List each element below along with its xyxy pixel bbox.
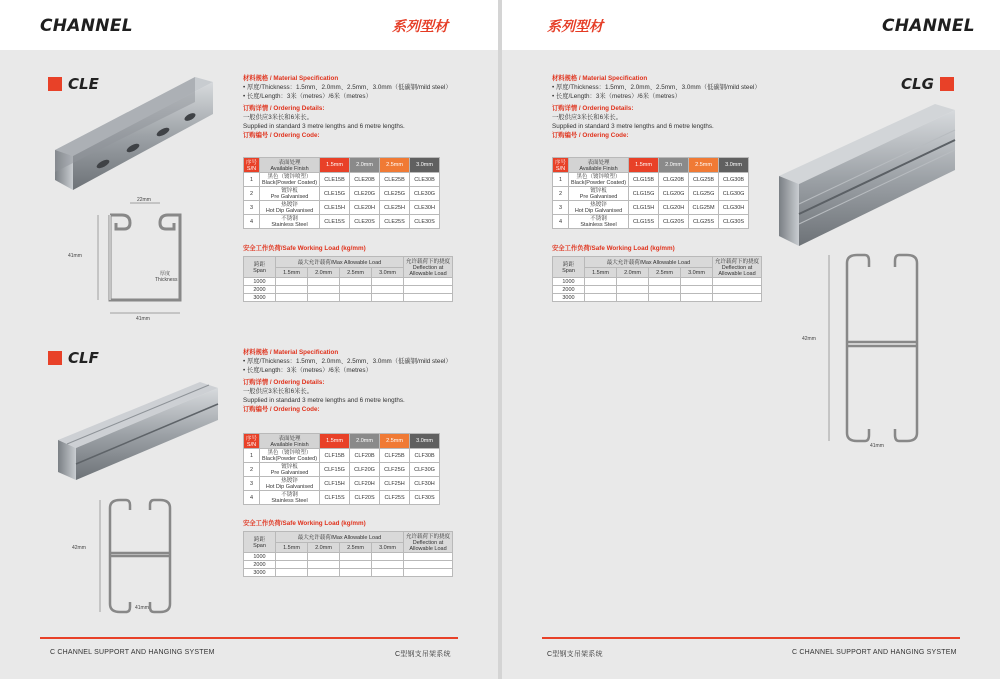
clf-safe-load-title: 安全工作负荷/Safe Working Load (kg/mm) (243, 520, 366, 527)
cle-order-table (243, 157, 440, 229)
left-page (0, 0, 498, 679)
red-square-marker (48, 351, 62, 365)
clg-channel-photo (775, 100, 965, 250)
clg-load-table: 跨距 Span 最大允许载荷/Max Allowable Load 允许载荷下的挠度 Deflection at Allowable Load 1.5mm 2.0mm 2.5mm 3.0mm 1000 2000 3000 (552, 256, 762, 302)
clf-dim-width: 41mm (135, 605, 149, 611)
cle-safe-load-title: 安全工作负荷/Safe Working Load (kg/mm) (243, 245, 366, 252)
table-row: 2000 (244, 561, 453, 569)
footer-right-cn: C型钢支吊架系统 (547, 651, 603, 658)
cle-spec-block (243, 74, 452, 140)
cle-thickness-en: Thickness (155, 277, 178, 283)
clf-load-table: 跨距 Span 最大允许载荷/Max Allowable Load 允许载荷下的挠度 Deflection at Allowable Load 1.5mm 2.0mm 2.5mm 3.0mm 1000 2000 3000 (243, 531, 453, 577)
table-row: 3000 (244, 569, 453, 577)
model-name: CLG (901, 75, 934, 93)
model-clg-heading (901, 75, 954, 93)
clf-channel-photo (50, 380, 220, 480)
table-row: 1 黑色（镀锌喷塑） Black(Powder Coated) CLE15B CLE20B CLE25B CLE30B (244, 173, 440, 187)
model-clf-heading (48, 349, 99, 367)
cle-dim-top: 22mm (137, 197, 151, 203)
brand-title-left: CHANNEL (40, 16, 133, 36)
cle-channel-photo (45, 72, 215, 192)
table-row: 4 不锈钢 Stainless Steel CLF15S CLF20S CLF25S CLF30S (244, 491, 440, 505)
spec-length: • 长度/Length：3米（metres）/6米（metres） (243, 93, 372, 100)
table-row: 4 不锈钢 Stainless Steel CLG15S CLG20S CLG25S CLG30S (553, 215, 749, 229)
spec-code: 订购编号 / Ordering Code: (243, 132, 320, 139)
th-t25: 2.5mm (380, 158, 410, 173)
table-row: 2 镀锌板 Pre Galvanised CLF15G CLF20G CLF25G CLF30G (244, 463, 440, 477)
th-sn: 序号 S/N (244, 158, 260, 173)
table-row: 3 热镀锌 Hot Dip Galvanised CLG15H CLG20H CLG25M CLG30H (553, 201, 749, 215)
clf-section-drawing (100, 496, 180, 616)
spec-supply-en: Supplied in standard 3 metre lengths and 6 metre lengths. (243, 123, 405, 130)
clg-order-table: 序号 S/N 表面处理 Available Finish 1.5mm 2.0mm 2.5mm 3.0mm 1 黑色（镀锌喷塑） Black(Powder Coated) CLG15B CLG20B CLG25B CLG30B 2 镀锌板 Pre Galvanised CLG15G CLG20G CLG25G CLG30G 3 热镀锌 Hot Dip Galvanised CLG15H CLG20H CLG25M CLG30H 4 不锈钢 Stainless Steel CLG15S CLG20S CLG25S CLG30S (552, 157, 749, 229)
series-title-left: 系列型材 (392, 19, 448, 35)
cle-dim-width: 41mm (136, 316, 150, 322)
spec-material: 材料规格 / Material (243, 75, 298, 82)
table-row: 3 热镀锌 Hot Dip Galvanised CLF15H CLF20H CLF25H CLF30H (244, 477, 440, 491)
table-row: 1 黑色（镀锌喷塑） Black(Powder Coated) CLG15B CLG20B CLG25B CLG30B (553, 173, 749, 187)
th-t30: 3.0mm (410, 158, 440, 173)
footer-rule-right (542, 637, 960, 639)
clf-order-table: 序号 S/N 表面处理 Available Finish 1.5mm 2.0mm 2.5mm 3.0mm 1 黑色（镀锌喷塑） Black(Powder Coated) CLF15B CLF20B CLF25B CLF30B 2 镀锌板 Pre Galvanised CLF15G CLF20G CLF25G CLF30G 3 热镀锌 Hot Dip Galvanised CLF15H CLF20H CLF25H CLF30H 4 不锈钢 Stainless Steel CLF15S CLF20S CLF25S CLF30S (243, 433, 440, 505)
clg-dim-width: 41mm (870, 443, 884, 449)
spec-ordering: 订购详情 / Ordering Details: (243, 105, 325, 112)
th-t20: 2.0mm (350, 158, 380, 173)
red-square-marker (940, 77, 954, 91)
cle-thickness-cn: 厚度 (160, 271, 171, 277)
footer-left-cn: C型钢支吊架系统 (395, 651, 451, 658)
clg-section-drawing (837, 253, 937, 443)
cle-dim-height: 41mm (68, 253, 82, 259)
table-row: 3 热镀锌 Hot Dip Galvanised CLE15H CLE20H CLE25H CLE30H (244, 201, 440, 215)
footer-rule-left (40, 637, 458, 639)
clg-safe-load-title: 安全工作负荷/Safe Working Load (kg/mm) (552, 245, 675, 252)
footer-left-en: C CHANNEL SUPPORT AND HANGING SYSTEM (50, 649, 215, 656)
table-row: 2000 (553, 286, 762, 294)
series-title-right: 系列型材 (547, 19, 603, 35)
clg-dim-height: 42mm (802, 336, 816, 342)
table-row: 4 不锈钢 Stainless Steel CLE15S CLE20S CLE25S CLE30S (244, 215, 440, 229)
clf-dim-height: 42mm (72, 545, 86, 551)
cle-section-drawing (90, 195, 190, 315)
cle-load-table: 跨距 Span 最大允许载荷/Max Allowable Load 允许载荷下的挠度 Deflection at Allowable Load 1.5mm 2.0mm 2.5mm 3.0mm 1000 2000 3000 (243, 256, 453, 302)
table-row: 1 黑色（镀锌喷塑） Black(Powder Coated) CLF15B CLF20B CLF25B CLF30B (244, 449, 440, 463)
table-row: 1000 (553, 278, 762, 286)
table-row: 2 镀锌板 Pre Galvanised CLE15G CLE20G CLE25G CLE30G (244, 187, 440, 201)
right-page (502, 0, 1000, 679)
model-name: CLF (68, 349, 99, 367)
spec-thickness: • 厚度/Thickness：1.5mm、2.0mm、2.5mm、3.0mm（低碳钢/mild steel） (243, 84, 452, 91)
table-row: 2 镀锌板 Pre Galvanised CLG15G CLG20G CLG25G CLG30G (553, 187, 749, 201)
clg-spec-block: 材料规格 / Material Specification • 厚度/Thickness：1.5mm、2.0mm、2.5mm、3.0mm（低碳钢/mild steel） • 长度/Length：3米（metres）/6米（metres） 订购详情 / Ordering Details: 一般供应3米长和6米长。 Supplied in standard 3 metre lengths and 6 metre lengths. 订购编号 / Ordering Code: (552, 75, 761, 139)
table-row: 2000 (244, 286, 453, 294)
spec-specification: Specification (298, 75, 339, 82)
table-row: 3000 (553, 294, 762, 302)
table-row: 3000 (244, 294, 453, 302)
model-name: CLE (68, 75, 99, 93)
table-row: 1000 (244, 553, 453, 561)
th-finish: 表面处理 Available Finish (260, 158, 320, 173)
clf-spec-block: 材料规格 / Material Specification • 厚度/Thickness：1.5mm、2.0mm、2.5mm、3.0mm（低碳钢/mild steel） • 长度/Length：3米（metres）/6米（metres） 订购详情 / Ordering Details: 一般供应3米长和6米长。 Supplied in standard 3 metre lengths and 6 metre lengths. 订购编号 / Ordering Code: (243, 349, 452, 413)
th-t15: 1.5mm (320, 158, 350, 173)
spec-supply-cn: 一般供应3米长和6米长。 (243, 114, 313, 121)
footer-right-en: C CHANNEL SUPPORT AND HANGING SYSTEM (792, 649, 957, 656)
brand-title-right: CHANNEL (882, 16, 975, 36)
table-row: 1000 (244, 278, 453, 286)
